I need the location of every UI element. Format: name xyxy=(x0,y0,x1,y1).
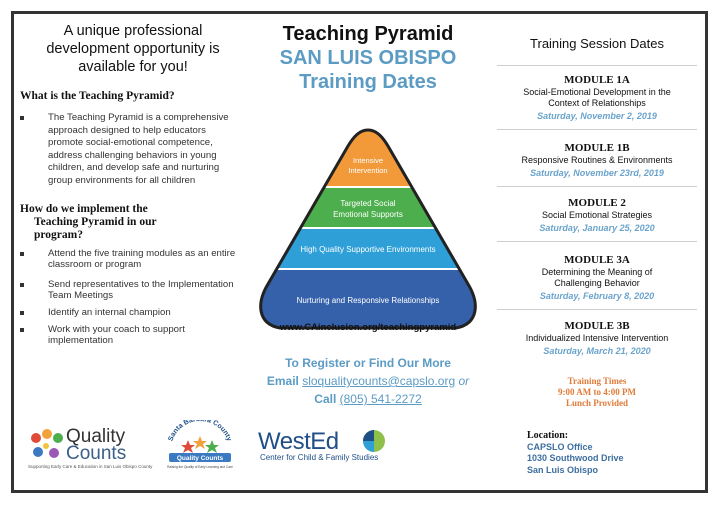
register-block xyxy=(250,354,486,408)
pyramid-label: Targeted Social xyxy=(340,199,396,208)
module-title: MODULE 2 xyxy=(568,197,626,209)
pyramid-tier-top xyxy=(250,124,486,186)
list-item: Send representatives to the Implementation Team Meetings xyxy=(20,279,238,301)
location-heading: Location: xyxy=(527,430,569,441)
right-column xyxy=(497,22,697,409)
module-description: Responsive Routines & Environments xyxy=(521,155,673,165)
left-column xyxy=(20,22,238,346)
location-block xyxy=(527,430,624,476)
pyramid-label: Emotional Supports xyxy=(333,210,403,219)
register-heading: To Register or Find Our More xyxy=(285,356,451,370)
module-description: Determining the Meaning of xyxy=(541,267,653,277)
kids-circle-icon xyxy=(28,428,66,464)
wested-logo: WestEd Center for Child & Family Studies xyxy=(258,428,418,468)
module-date: Saturday, November 23rd, 2019 xyxy=(530,168,664,178)
module-card xyxy=(497,187,697,242)
sponsor-logos xyxy=(28,420,428,475)
module-description: Challenging Behavior xyxy=(554,278,640,288)
module-card xyxy=(497,66,697,130)
module-date: Saturday, February 8, 2020 xyxy=(539,291,655,301)
location-line: 1030 Southwood Drive xyxy=(527,453,624,463)
list-item: Attend the five training modules as an entire classroom or program xyxy=(20,248,238,270)
pyramid-label: Intensive xyxy=(352,156,384,165)
location-line: San Luis Obispo xyxy=(527,464,599,475)
headline-line: available for you! xyxy=(78,59,188,75)
title-location: SAN LUIS OBISPO xyxy=(279,47,457,69)
module-description: Individualized Intensive Intervention xyxy=(525,333,669,343)
module-date: Saturday, January 25, 2020 xyxy=(539,223,655,233)
headline xyxy=(28,22,238,76)
question-what: What is the Teaching Pyramid? xyxy=(20,90,175,102)
sessions-heading: Training Session Dates xyxy=(497,36,697,66)
svg-text:Santa Barbara County: Santa Bar ra County xyxy=(167,420,233,443)
svg-text:Raising the Quality of Early L: Raising the Quality of Early Learning and Care xyxy=(167,465,233,469)
phone-link[interactable]: (805) 541-2272 xyxy=(339,392,422,406)
phone-line: Call (805) 541-2272 xyxy=(314,392,422,406)
globe-icon xyxy=(362,429,386,453)
module-card xyxy=(497,310,697,364)
module-date: Saturday, March 21, 2020 xyxy=(543,346,651,356)
description-paragraph: The Teaching Pyramid is a comprehensive approach designed to help educators promote social-emotional competence, address challenging behaviors in young children, and develop safe and nurturing group environments for all children xyxy=(20,112,238,187)
svg-text:Quality Counts: Quality Counts xyxy=(176,455,224,462)
email-line: Email sloqualitycounts@capslo.org or xyxy=(266,374,470,388)
module-title: MODULE 1A xyxy=(564,74,630,86)
module-title: MODULE 3B xyxy=(564,320,630,332)
module-description: Context of Relationships xyxy=(548,98,646,108)
module-description: Social Emotional Strategies xyxy=(541,210,653,220)
headline-line: development opportunity is xyxy=(46,41,220,57)
pyramid-label: Intervention xyxy=(348,166,388,175)
title-teaching-pyramid: Teaching Pyramid xyxy=(282,23,454,45)
question-how: How do we implement the Teaching Pyramid in our program? xyxy=(20,203,157,241)
module-card xyxy=(497,242,697,310)
module-title: MODULE 3A xyxy=(564,254,630,266)
teaching-pyramid-diagram xyxy=(250,124,486,334)
module-title: MODULE 1B xyxy=(564,142,630,154)
quality-counts-logo: Quality Counts Supporting Early Care & Education in San Luis Obispo County xyxy=(28,426,153,469)
pyramid-label: High Quality Supportive Environments xyxy=(300,245,436,254)
pyramid-label: Nurturing and Responsive Relationships xyxy=(296,296,440,305)
middle-column xyxy=(250,22,486,406)
module-description: Social-Emotional Development in the xyxy=(523,87,671,97)
headline-line: A unique professional xyxy=(63,23,203,39)
website-url[interactable]: www.CAinclusion.org/teachingpyramid xyxy=(279,322,457,333)
training-times: Training Times 9:00 AM to 4:00 PM Lunch Provided xyxy=(558,376,636,408)
location-line: CAPSLO Office xyxy=(527,441,593,452)
list-item: Identify an internal champion xyxy=(20,307,238,318)
module-card xyxy=(497,130,697,187)
module-date: Saturday, November 2, 2019 xyxy=(537,111,657,121)
email-link[interactable]: sloqualitycounts@capslo.org xyxy=(302,374,456,388)
title-training-dates: Training Dates xyxy=(299,71,437,93)
list-item: Work with your coach to support implementation xyxy=(20,324,238,346)
santa-barbara-quality-counts-logo xyxy=(163,420,237,475)
